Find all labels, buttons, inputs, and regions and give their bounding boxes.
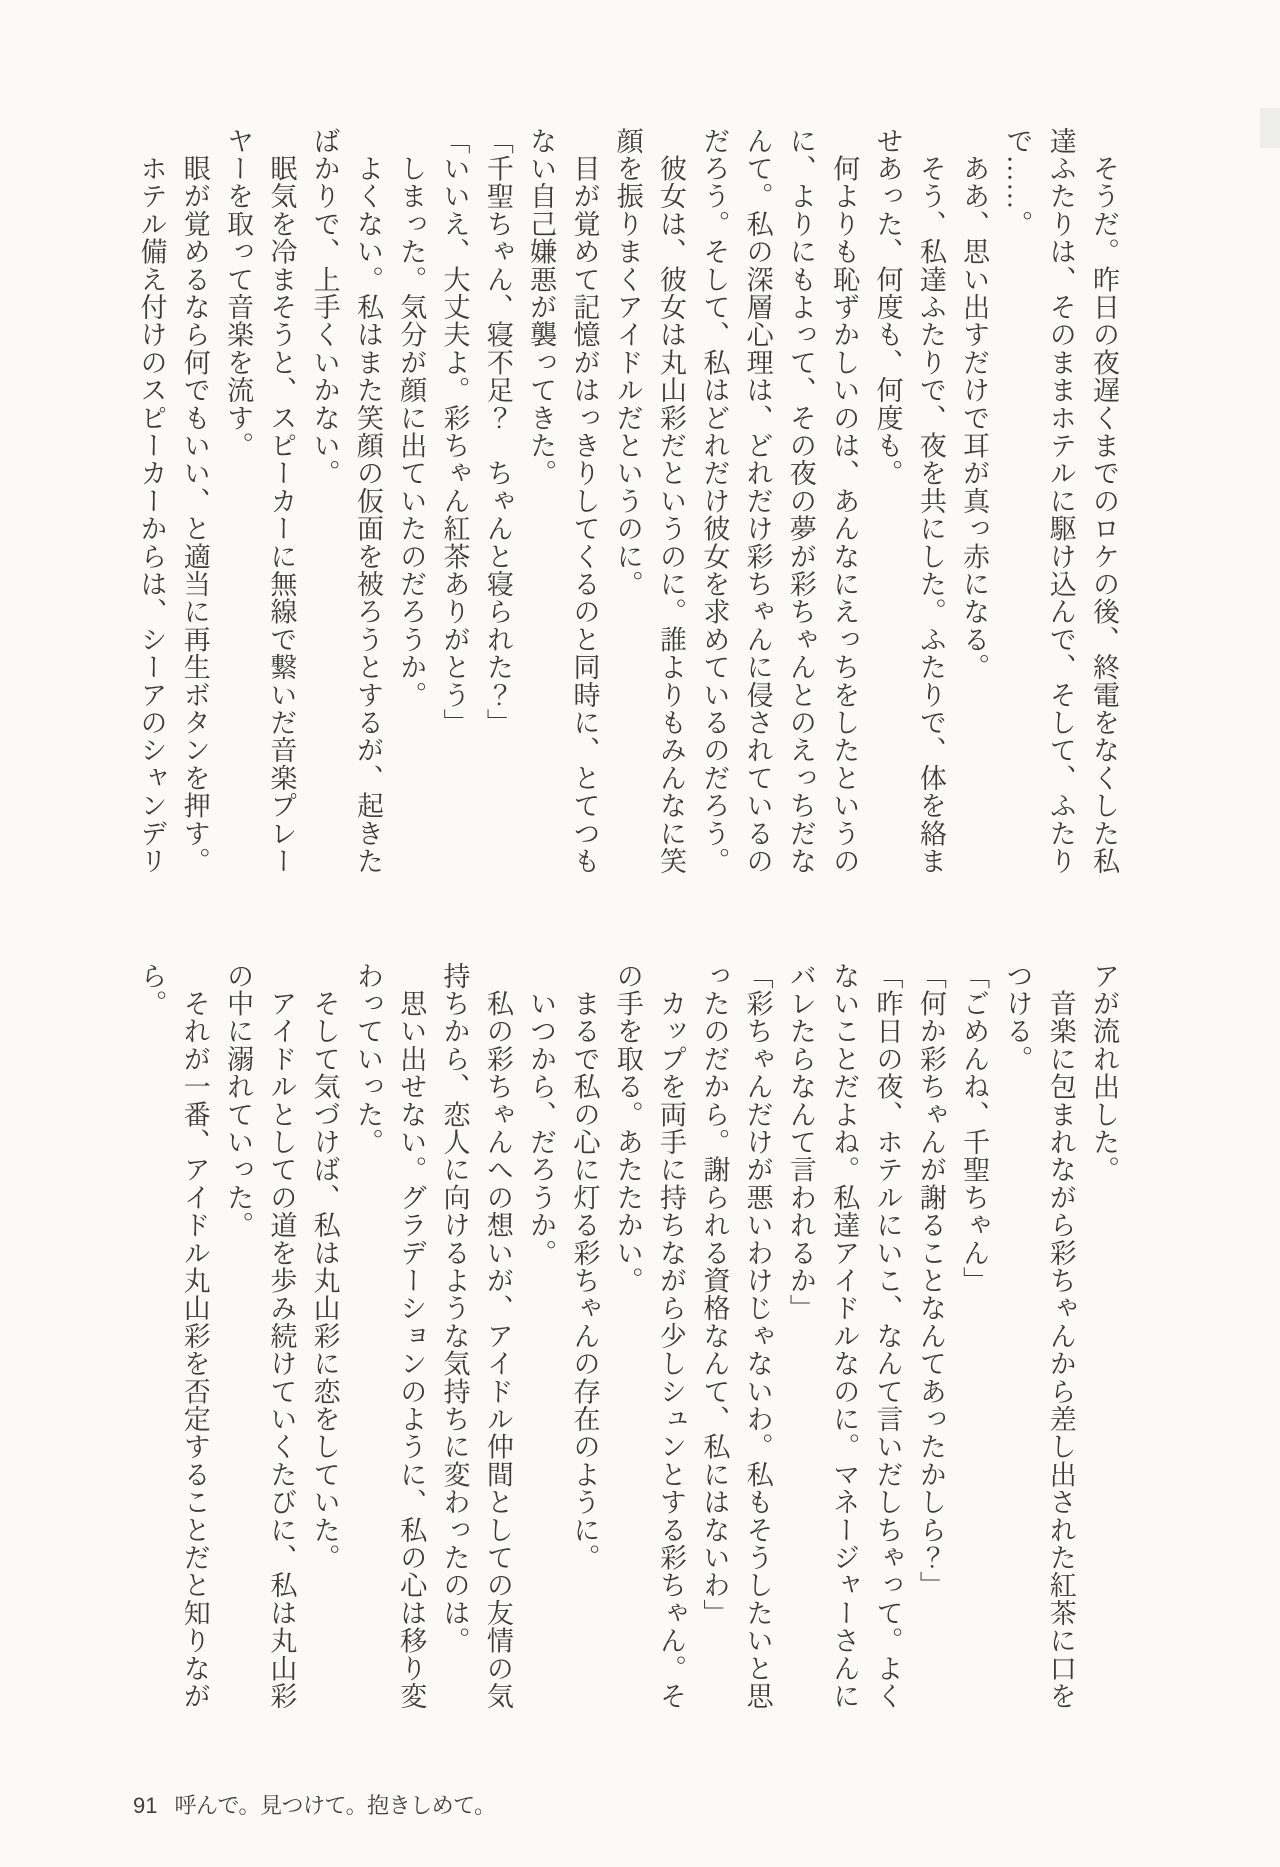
- text-column: 「ごめんね、千聖ちゃん」: [959, 962, 990, 1295]
- text-column: 何よりも恥ずかしいのは、あんなにえっちをしたというの: [829, 127, 860, 875]
- text-column: の手を取る。あたたかい。: [612, 962, 643, 1295]
- text-column: ホテル備え付けのスピーカーからは、シーアのシャンデリ: [136, 127, 167, 875]
- text-column: それが一番、アイドル丸山彩を否定することだと知りなが: [179, 962, 210, 1710]
- text-column: んて。私の深層心理は、どれだけ彩ちゃんに侵されているの: [742, 127, 773, 875]
- text-column: アイドルとしての道を歩み続けていくたびに、私は丸山彩: [266, 962, 297, 1710]
- text-column: ったのだから。謝られる資格なんて、私にはないわ」: [699, 962, 730, 1627]
- text-column: 音楽に包まれながら彩ちゃんから差し出された紅茶に口を: [1045, 962, 1076, 1710]
- text-block-top: [129, 127, 1125, 880]
- text-column: まるで私の心に灯る彩ちゃんの存在のように。: [569, 962, 600, 1572]
- text-column: ヤーを取って音楽を流す。: [223, 127, 254, 460]
- text-column: 「昨日の夜、ホテルにいこ、なんて言いだしちゃって。よく: [872, 962, 903, 1710]
- text-column: アが流れ出した。: [1089, 962, 1119, 1184]
- text-column: ばかりで、上手くいかない。: [309, 127, 340, 488]
- text-column: 思い出せない。グラデーションのように、私の心は移り変: [396, 962, 427, 1710]
- footer-book-title: 呼んで。見つけて。抱きしめて。: [174, 1793, 496, 1818]
- text-column: ない自己嫌悪が襲ってきた。: [526, 127, 557, 488]
- text-column: つける。: [1002, 962, 1033, 1073]
- text-column: 眼が覚めるなら何でもいい、と適当に再生ボタンを押す。: [179, 127, 210, 875]
- text-column: 彼女は、彼女は丸山彩だというのに。誰よりもみんなに笑: [656, 127, 687, 875]
- text-column: わっていった。: [352, 962, 383, 1156]
- text-column: ああ、思い出すだけで耳が真っ赤になる。: [959, 127, 990, 681]
- text-column: バレたらなんて言われるか」: [785, 962, 816, 1323]
- text-column: 私の彩ちゃんへの想いが、アイドル仲間としての友情の気: [482, 962, 513, 1710]
- text-column: 目が覚めて記憶がはっきりしてくるのと同時に、とてつも: [569, 127, 600, 875]
- page-footer: [133, 1789, 496, 1820]
- text-column: 持ちから、恋人に向けるような気持ちに変わったのは。: [439, 962, 470, 1655]
- text-column: 達ふたりは、そのままホテルに駆け込んで、そして、ふたり: [1045, 127, 1076, 875]
- text-column: カップを両手に持ちながら少しシュンとする彩ちゃん。そ: [656, 962, 687, 1710]
- text-column: 「千聖ちゃん、寝不足？ ちゃんと寝られた？」: [482, 127, 513, 737]
- text-column: せあった、何度も、何度も。: [872, 127, 903, 488]
- text-column: そうだ。昨日の夜遅くまでのロケの後、終電をなくした私: [1089, 127, 1119, 875]
- text-column: 「いいえ、大丈夫よ。彩ちゃん紅茶ありがとう」: [439, 127, 470, 737]
- text-column: 「彩ちゃんだけが悪いわけじゃないわ。私もそうしたいと思: [742, 962, 773, 1710]
- text-column: に、よりにもよって、その夜の夢が彩ちゃんとのえっちだな: [785, 127, 816, 875]
- text-column: そう、私達ふたりで、夜を共にした。ふたりで、体を絡ま: [915, 127, 946, 875]
- text-block-bottom: [129, 962, 1125, 1715]
- text-column: 眠気を冷まそうと、スピーカーに無線で繋いだ音楽プレー: [266, 127, 297, 875]
- scan-artifact: [1260, 108, 1280, 148]
- text-column: そして気づけば、私は丸山彩に恋をしていた。: [309, 962, 340, 1572]
- text-column: で……。: [1002, 127, 1033, 238]
- text-column: の中に溺れていった。: [223, 962, 254, 1239]
- text-column: 「何か彩ちゃんが謝ることなんてあったかしら？」: [915, 962, 946, 1600]
- text-column: しまった。気分が顔に出ていたのだろうか。: [396, 127, 427, 709]
- text-column: よくない。私はまた笑顔の仮面を被ろうとするが、起きた: [352, 127, 383, 875]
- text-column: ら。: [136, 962, 167, 1018]
- text-column: いつから、だろうか。: [526, 962, 557, 1267]
- text-column: 顔を振りまくアイドルだというのに。: [612, 127, 643, 598]
- page-number: 91: [133, 1793, 158, 1818]
- text-column: だろう。そして、私はどれだけ彼女を求めているのだろう。: [699, 127, 730, 875]
- text-column: ないことだよね。私達アイドルなのに。マネージャーさんに: [829, 962, 860, 1710]
